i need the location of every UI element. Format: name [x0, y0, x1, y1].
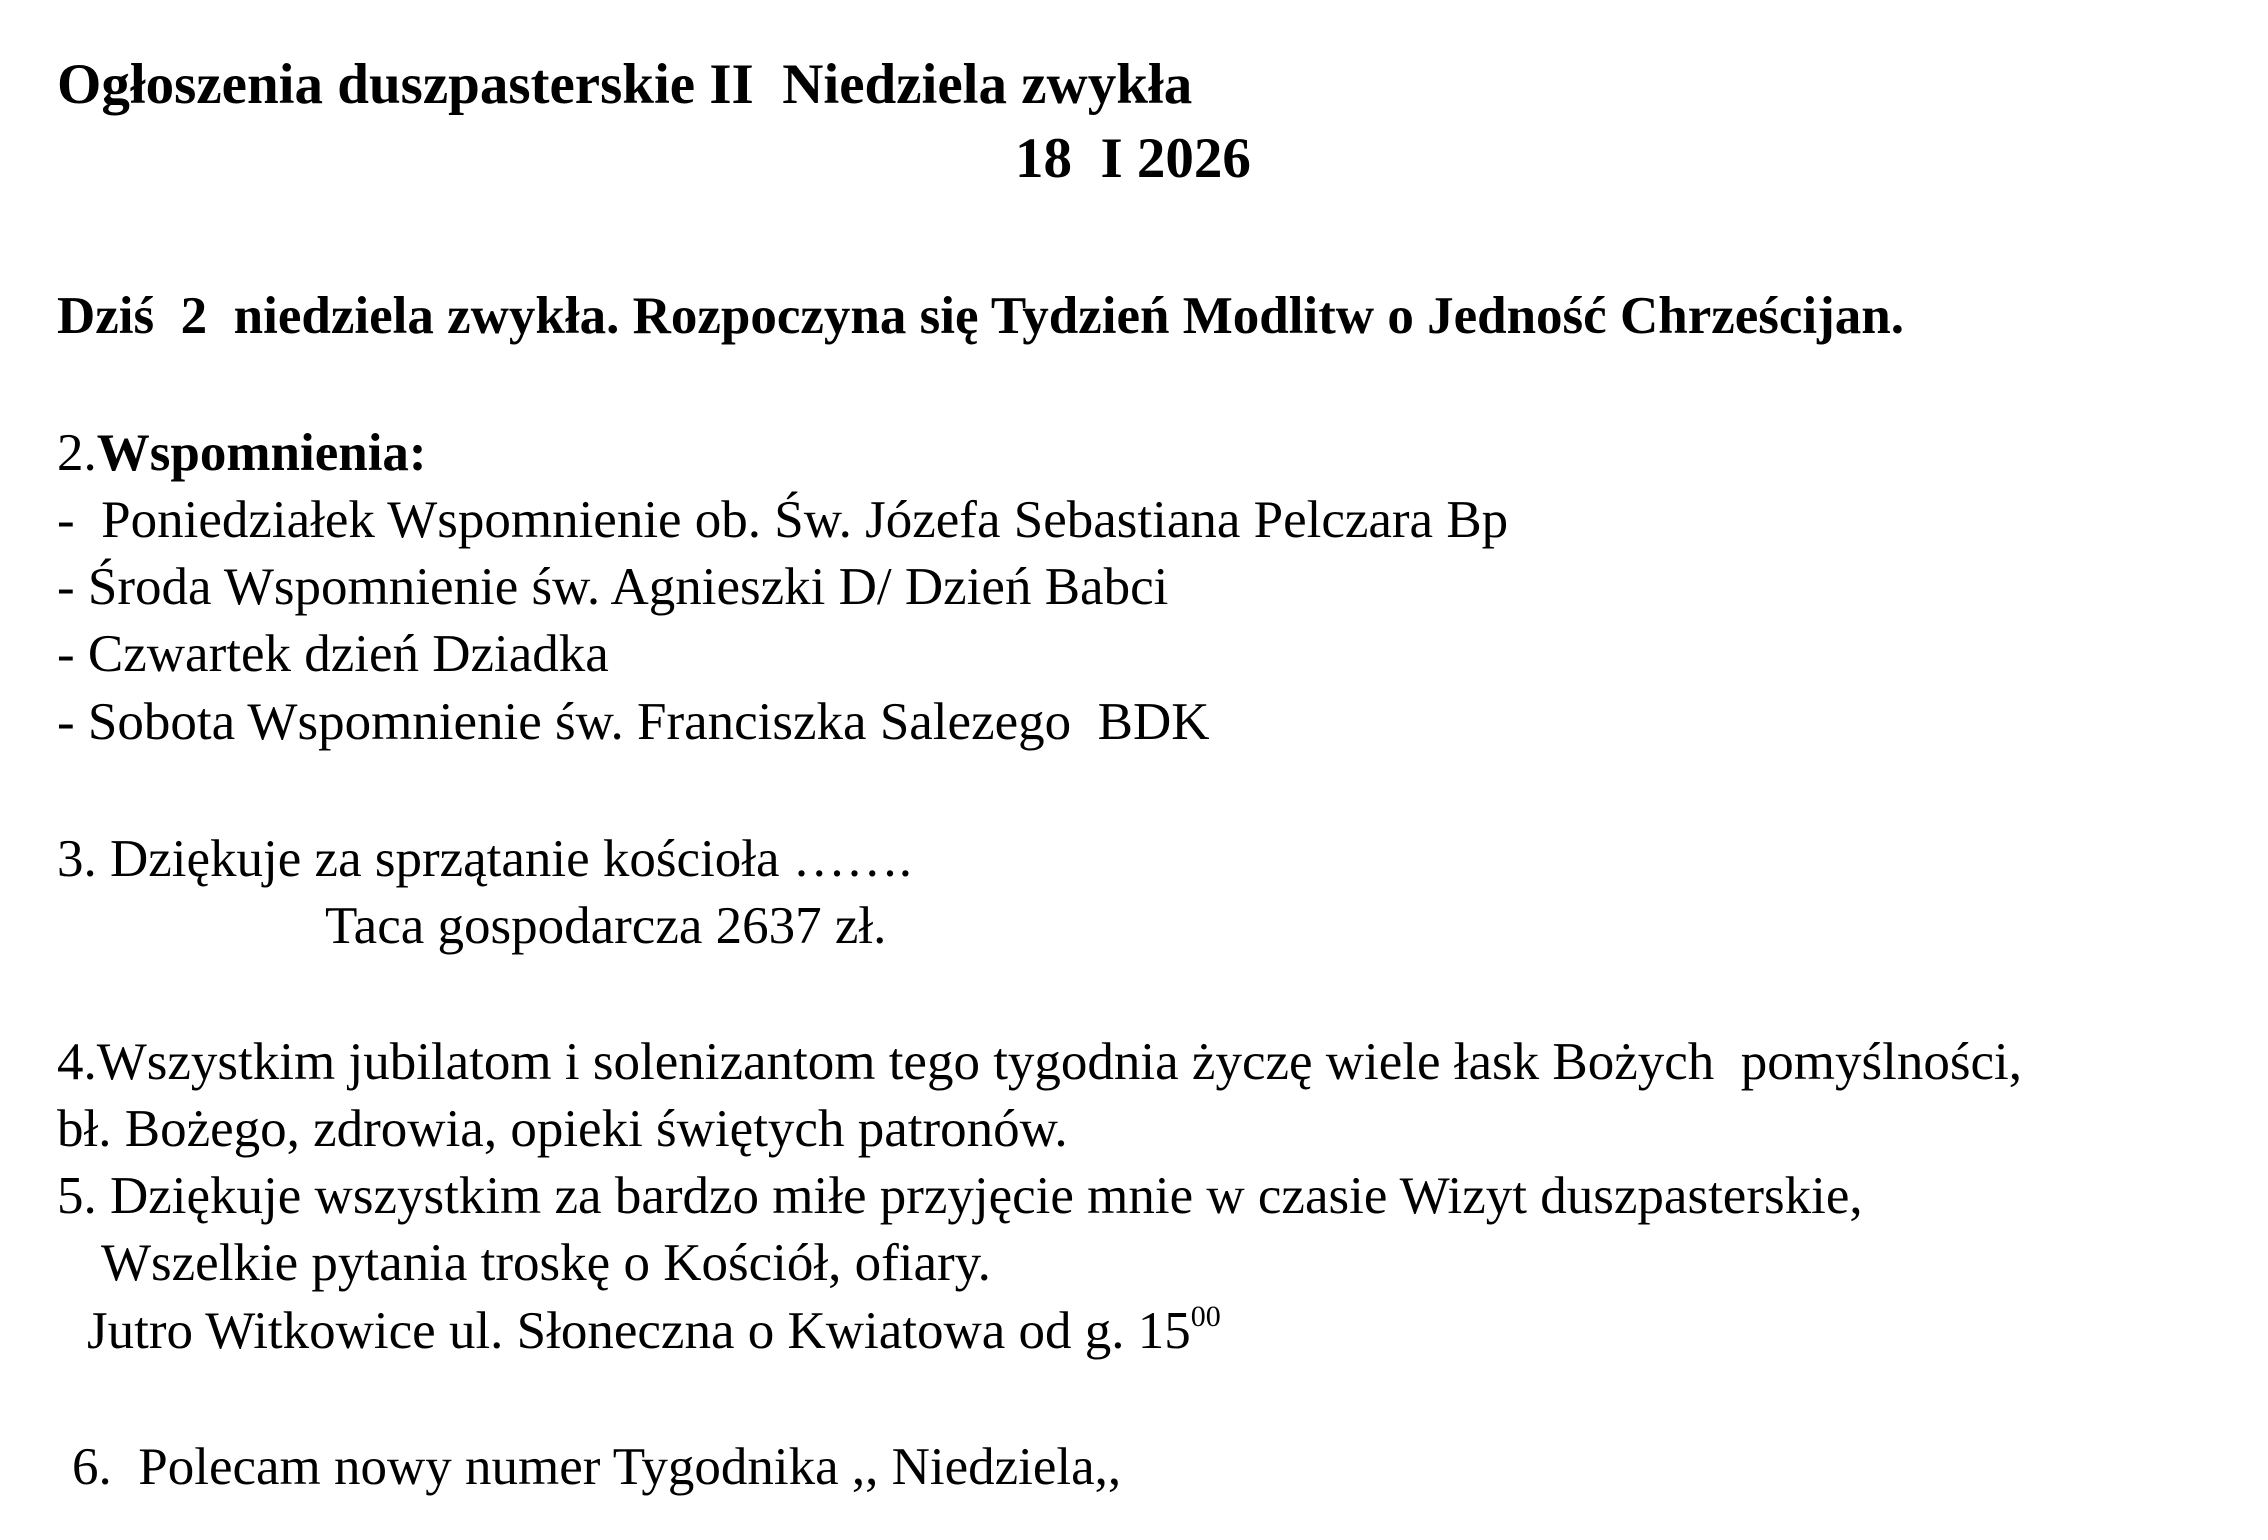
list-item: - Środa Wspomnienie św. Agnieszki D/ Dzień Babci: [57, 558, 1169, 616]
section-3-collection: Taca gospodarcza 2637 zł.: [325, 897, 887, 955]
list-item: - Czwartek dzień Dziadka: [57, 625, 609, 683]
section-5-line-3: [87, 1300, 1221, 1360]
section-2-heading: [57, 424, 427, 482]
section-2-number: 2.: [57, 424, 97, 482]
section-5-line-2: Wszelkie pytania troskę o Kościół, ofiary.: [101, 1234, 991, 1292]
page-title: Ogłoszenia duszpasterskie II Niedziela zwykła: [57, 53, 1193, 116]
section-5-line-1: 5. Dziękuje wszystkim za bardzo miłe przyjęcie mnie w czasie Wizyt duszpasterskie,: [57, 1167, 1863, 1225]
section-2-title: Wspomnienia:: [96, 424, 427, 482]
section-4-line-2: bł. Bożego, zdrowia, opieki świętych patronów.: [57, 1100, 1068, 1158]
section-3-thanks: 3. Dziękuje za sprzątanie kościoła …….: [57, 830, 913, 888]
page-date: 18 I 2026: [1015, 127, 1251, 190]
section-6-text: 6. Polecam nowy numer Tygodnika ,, Niedziela,,: [72, 1438, 1122, 1496]
section-4-line-1: 4.Wszystkim jubilatom i solenizantom tego tygodnia życzę wiele łask Bożych pomyślności,: [57, 1033, 2023, 1091]
section-5-visit-text: Jutro Witkowice ul. Słoneczna o Kwiatowa od g. 15: [87, 1302, 1191, 1360]
list-item: - Sobota Wspomnienie św. Franciszka Salezego BDK: [57, 693, 1210, 751]
section-5-time-superscript: 00: [1190, 1300, 1221, 1333]
intro-text: Dziś 2 niedziela zwykła. Rozpoczyna się Tydzień Modlitw o Jedność Chrześcijan.: [57, 287, 1905, 345]
list-item: - Poniedziałek Wspomnienie ob. Św. Józefa Sebastiana Pelczara Bp: [57, 491, 1509, 549]
